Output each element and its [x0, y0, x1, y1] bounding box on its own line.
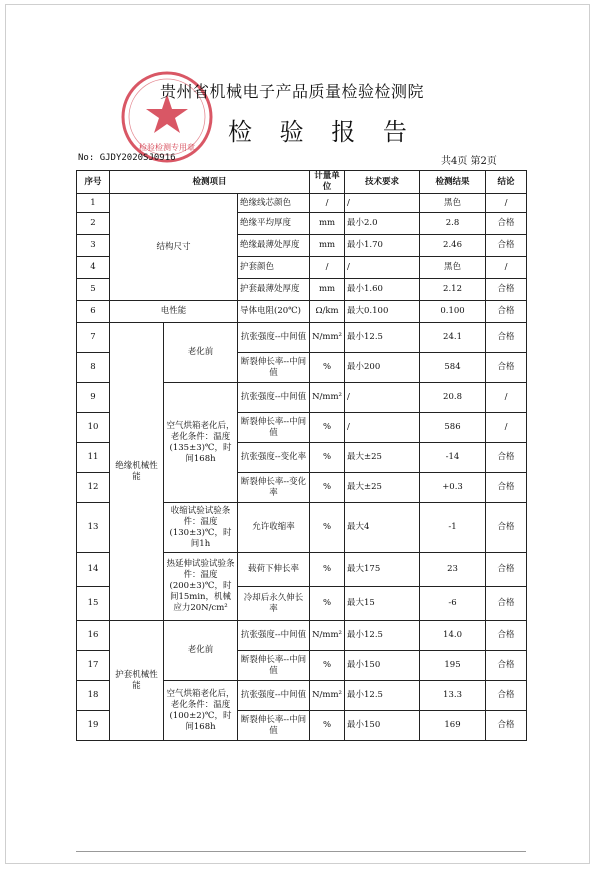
item-cell: 抗张强度--中间值 — [238, 681, 310, 711]
item-cell: 绝缘平均厚度 — [238, 213, 310, 235]
result-cell: -14 — [420, 443, 486, 473]
conclusion-cell: 合格 — [486, 621, 527, 651]
conclusion-cell: / — [486, 194, 527, 213]
item-cell: 允许收缩率 — [238, 503, 310, 553]
conclusion-cell: / — [486, 383, 527, 413]
row-no: 2 — [77, 213, 110, 235]
condition-cell: 收缩试验试验条件：温度(130±3)℃，时间1h — [164, 503, 238, 553]
result-cell: 584 — [420, 353, 486, 383]
col-item: 检测项目 — [110, 171, 310, 194]
unit-cell: % — [310, 711, 345, 741]
row-no: 9 — [77, 383, 110, 413]
req-cell: 最小200 — [345, 353, 420, 383]
footer-rule — [76, 851, 526, 852]
table-row — [77, 301, 527, 323]
item-cell: 断裂伸长率--中间值 — [238, 711, 310, 741]
page-info: 共4页 第2页 — [441, 156, 497, 167]
result-cell: 2.46 — [420, 235, 486, 257]
row-no: 3 — [77, 235, 110, 257]
row-no: 16 — [77, 621, 110, 651]
unit-cell: % — [310, 587, 345, 621]
row-no: 13 — [77, 503, 110, 553]
item-cell: 绝缘最薄处厚度 — [238, 235, 310, 257]
conclusion-cell: 合格 — [486, 443, 527, 473]
row-no: 7 — [77, 323, 110, 353]
group-label: 护套机械性能 — [110, 621, 164, 741]
req-cell: / — [345, 413, 420, 443]
condition-cell: 空气烘箱老化后，老化条件：温度(100±2)℃，时间168h — [164, 681, 238, 741]
conclusion-cell: 合格 — [486, 587, 527, 621]
result-cell: -1 — [420, 503, 486, 553]
result-cell: 24.1 — [420, 323, 486, 353]
result-cell: 195 — [420, 651, 486, 681]
result-cell: 14.0 — [420, 621, 486, 651]
req-cell: 最大175 — [345, 553, 420, 587]
conclusion-cell: 合格 — [486, 681, 527, 711]
unit-cell: % — [310, 353, 345, 383]
unit-cell: % — [310, 413, 345, 443]
unit-cell: % — [310, 503, 345, 553]
item-cell: 冷却后永久伸长率 — [238, 587, 310, 621]
conclusion-cell: / — [486, 257, 527, 279]
unit-cell: Ω/km — [310, 301, 345, 323]
condition-cell: 老化前 — [164, 621, 238, 681]
table-header — [77, 171, 527, 194]
col-conclusion: 结论 — [486, 171, 527, 194]
unit-cell: % — [310, 443, 345, 473]
conclusion-cell: 合格 — [486, 323, 527, 353]
col-no: 序号 — [77, 171, 110, 194]
row-no: 4 — [77, 257, 110, 279]
report-number — [78, 153, 176, 163]
col-result: 检测结果 — [420, 171, 486, 194]
req-cell: / — [345, 383, 420, 413]
row-no: 8 — [77, 353, 110, 383]
item-cell: 抗张强度--中间值 — [238, 621, 310, 651]
conclusion-cell: 合格 — [486, 279, 527, 301]
unit-cell: % — [310, 651, 345, 681]
results-table — [76, 170, 527, 741]
unit-cell: N/mm² — [310, 323, 345, 353]
condition-cell: 热延伸试验试验条件：温度(200±3)℃，时间15min，机械应力20N/cm² — [164, 553, 238, 621]
unit-cell: mm — [310, 213, 345, 235]
conclusion-cell: 合格 — [486, 711, 527, 741]
row-no: 11 — [77, 443, 110, 473]
conclusion-cell: 合格 — [486, 301, 527, 323]
row-no: 14 — [77, 553, 110, 587]
result-cell: -6 — [420, 587, 486, 621]
unit-cell: % — [310, 553, 345, 587]
report-title: 检 验 报 告 — [228, 118, 417, 146]
result-cell: 2.8 — [420, 213, 486, 235]
col-req: 技术要求 — [345, 171, 420, 194]
req-cell: 最大±25 — [345, 473, 420, 503]
req-cell: / — [345, 257, 420, 279]
item-cell: 绝缘线芯颜色 — [238, 194, 310, 213]
conclusion-cell: / — [486, 413, 527, 443]
item-cell: 载荷下伸长率 — [238, 553, 310, 587]
unit-cell: N/mm² — [310, 383, 345, 413]
condition-cell: 老化前 — [164, 323, 238, 383]
req-cell: 最大15 — [345, 587, 420, 621]
item-cell: 断裂伸长率--中间值 — [238, 353, 310, 383]
condition-cell: 空气烘箱老化后，老化条件：温度(135±3)℃，时间168h — [164, 383, 238, 503]
result-cell: 169 — [420, 711, 486, 741]
req-cell: 最小150 — [345, 711, 420, 741]
conclusion-cell: 合格 — [486, 235, 527, 257]
item-cell: 导体电阻(20℃) — [238, 301, 310, 323]
req-cell: 最大0.100 — [345, 301, 420, 323]
result-cell: 23 — [420, 553, 486, 587]
table-row — [77, 194, 527, 213]
row-no: 15 — [77, 587, 110, 621]
unit-cell: N/mm² — [310, 621, 345, 651]
row-no: 19 — [77, 711, 110, 741]
table-row — [77, 323, 527, 353]
item-cell: 护套最薄处厚度 — [238, 279, 310, 301]
conclusion-cell: 合格 — [486, 213, 527, 235]
col-unit: 计量单位 — [310, 171, 345, 194]
req-cell: 最大±25 — [345, 443, 420, 473]
conclusion-cell: 合格 — [486, 353, 527, 383]
result-cell: +0.3 — [420, 473, 486, 503]
group-label: 电性能 — [110, 301, 238, 323]
req-cell: 最小12.5 — [345, 681, 420, 711]
result-cell: 13.3 — [420, 681, 486, 711]
req-cell: / — [345, 194, 420, 213]
conclusion-cell: 合格 — [486, 503, 527, 553]
result-cell: 黑色 — [420, 257, 486, 279]
req-cell: 最小1.70 — [345, 235, 420, 257]
unit-cell: % — [310, 473, 345, 503]
result-cell: 0.100 — [420, 301, 486, 323]
unit-cell: / — [310, 194, 345, 213]
result-cell: 20.8 — [420, 383, 486, 413]
unit-cell: mm — [310, 235, 345, 257]
unit-cell: N/mm² — [310, 681, 345, 711]
unit-cell: / — [310, 257, 345, 279]
conclusion-cell: 合格 — [486, 651, 527, 681]
group-label: 结构尺寸 — [110, 194, 238, 301]
req-cell: 最小2.0 — [345, 213, 420, 235]
institute-name: 贵州省机械电子产品质量检验检测院 — [160, 82, 425, 101]
item-cell: 抗张强度--中间值 — [238, 383, 310, 413]
row-no: 1 — [77, 194, 110, 213]
req-cell: 最大4 — [345, 503, 420, 553]
report-no-value: GJDY2020SJ0916 — [99, 153, 176, 163]
seal-text: 检验检测专用章 — [139, 143, 195, 152]
row-no: 5 — [77, 279, 110, 301]
conclusion-cell: 合格 — [486, 473, 527, 503]
report-no-label: No: — [78, 153, 95, 163]
group-label: 绝缘机械性能 — [110, 323, 164, 621]
row-no: 17 — [77, 651, 110, 681]
result-cell: 2.12 — [420, 279, 486, 301]
row-no: 12 — [77, 473, 110, 503]
item-cell: 断裂伸长率--中间值 — [238, 651, 310, 681]
result-cell: 586 — [420, 413, 486, 443]
row-no: 6 — [77, 301, 110, 323]
item-cell: 护套颜色 — [238, 257, 310, 279]
item-cell: 断裂伸长率--中间值 — [238, 413, 310, 443]
req-cell: 最小12.5 — [345, 323, 420, 353]
req-cell: 最小150 — [345, 651, 420, 681]
row-no: 18 — [77, 681, 110, 711]
req-cell: 最小12.5 — [345, 621, 420, 651]
item-cell: 抗张强度--变化率 — [238, 443, 310, 473]
table-row — [77, 621, 527, 651]
result-cell: 黑色 — [420, 194, 486, 213]
req-cell: 最小1.60 — [345, 279, 420, 301]
unit-cell: mm — [310, 279, 345, 301]
item-cell: 抗张强度--中间值 — [238, 323, 310, 353]
item-cell: 断裂伸长率--变化率 — [238, 473, 310, 503]
conclusion-cell: 合格 — [486, 553, 527, 587]
row-no: 10 — [77, 413, 110, 443]
